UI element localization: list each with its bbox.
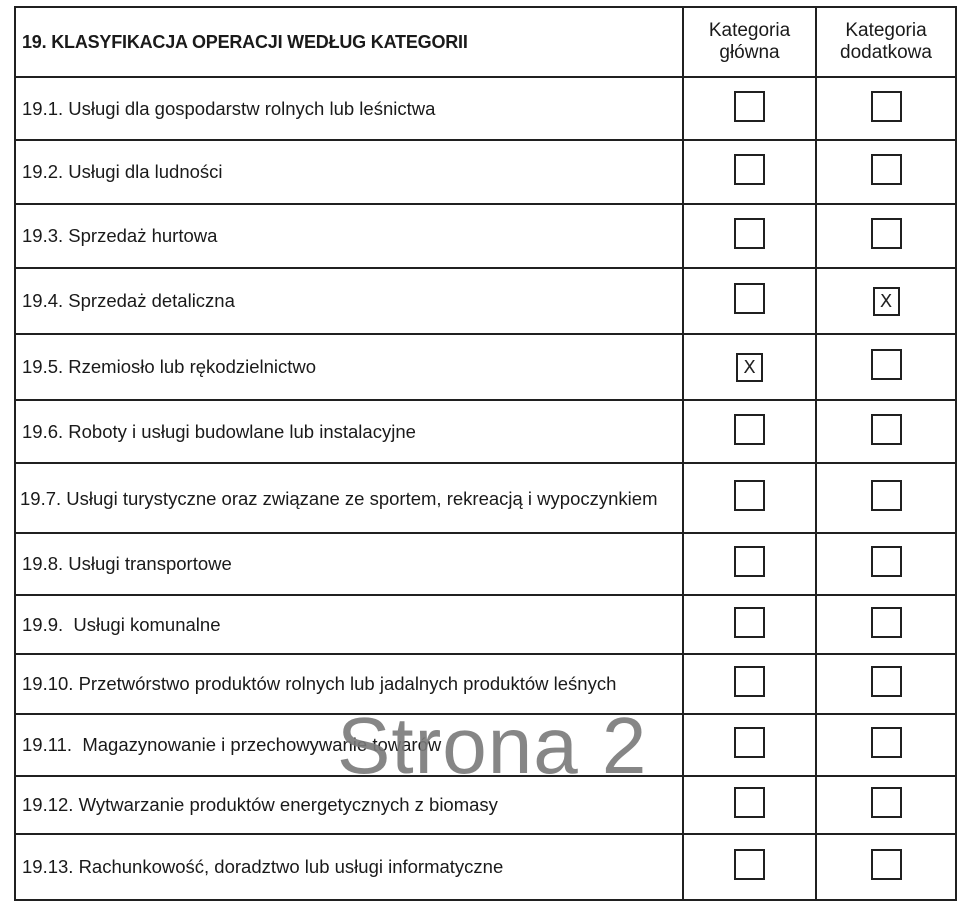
row-label: 19.6. Roboty i usługi budowlane lub instalacyjne [15,400,683,463]
page-watermark: Strona 2 [337,701,648,790]
main-category-checkbox[interactable] [734,283,765,314]
column-header-extra-line2: dodatkowa [840,42,932,63]
row-label: 19.3. Sprzedaż hurtowa [15,204,683,268]
main-category-checkbox[interactable] [734,546,765,577]
row-label: 19.9. Usługi komunalne [15,595,683,654]
main-category-checkbox[interactable] [734,91,765,122]
table-row [15,268,956,334]
table-row [15,463,956,533]
table-row [15,654,956,714]
row-label: 19.4. Sprzedaż detaliczna [15,268,683,334]
main-category-checkbox[interactable] [734,849,765,880]
main-category-checkbox[interactable] [734,787,765,818]
column-header-extra-line1: Kategoria [845,20,927,41]
extra-category-checkbox[interactable] [871,607,902,638]
category-classification-table [14,6,957,901]
row-label: 19.12. Wytwarzanie produktów energetycznych z biomasy [15,776,683,834]
extra-category-checkbox[interactable] [871,849,902,880]
extra-category-checkbox[interactable] [871,480,902,511]
row-label: 19.8. Usługi transportowe [15,533,683,595]
row-label: 19.1. Usługi dla gospodarstw rolnych lub leśnictwa [15,77,683,140]
section-title: 19. KLASYFIKACJA OPERACJI WEDŁUG KATEGORII [15,7,683,77]
table-row [15,400,956,463]
column-header-main-line2: główna [719,42,780,63]
table-header-row [15,7,956,77]
main-category-checkbox[interactable] [734,414,765,445]
row-label: 19.10. Przetwórstwo produktów rolnych lub jadalnych produktów leśnych [15,654,683,714]
main-category-checkbox[interactable] [734,480,765,511]
main-category-checkbox[interactable] [734,607,765,638]
table-row [15,334,956,400]
extra-category-checkbox[interactable] [871,154,902,185]
column-header-extra-category [816,7,956,77]
row-label: 19.13. Rachunkowość, doradztwo lub usługi informatyczne [15,834,683,900]
row-label: 19.7. Usługi turystyczne oraz związane ze sportem, rekreacją i wypoczynkiem [15,463,683,533]
table-row [15,533,956,595]
main-category-checkbox[interactable]: X [736,353,763,382]
table-row [15,714,956,776]
extra-category-checkbox[interactable] [871,414,902,445]
extra-category-checkbox[interactable] [871,218,902,249]
table-row [15,140,956,204]
main-category-checkbox[interactable] [734,727,765,758]
table-row [15,204,956,268]
table-row [15,834,956,900]
main-category-checkbox[interactable] [734,154,765,185]
table-row [15,595,956,654]
extra-category-checkbox[interactable] [871,91,902,122]
table-row [15,776,956,834]
extra-category-checkbox[interactable]: X [873,287,900,316]
extra-category-checkbox[interactable] [871,349,902,380]
extra-category-checkbox[interactable] [871,787,902,818]
extra-category-checkbox[interactable] [871,546,902,577]
extra-category-checkbox[interactable] [871,727,902,758]
column-header-main-category [683,7,816,77]
row-label: 19.11. Magazynowanie i przechowywanie towarów [15,714,683,776]
extra-category-checkbox[interactable] [871,666,902,697]
row-label: 19.5. Rzemiosło lub rękodzielnictwo [15,334,683,400]
main-category-checkbox[interactable] [734,666,765,697]
main-category-checkbox[interactable] [734,218,765,249]
table-row [15,77,956,140]
column-header-main-line1: Kategoria [708,20,791,41]
row-label: 19.2. Usługi dla ludności [15,140,683,204]
